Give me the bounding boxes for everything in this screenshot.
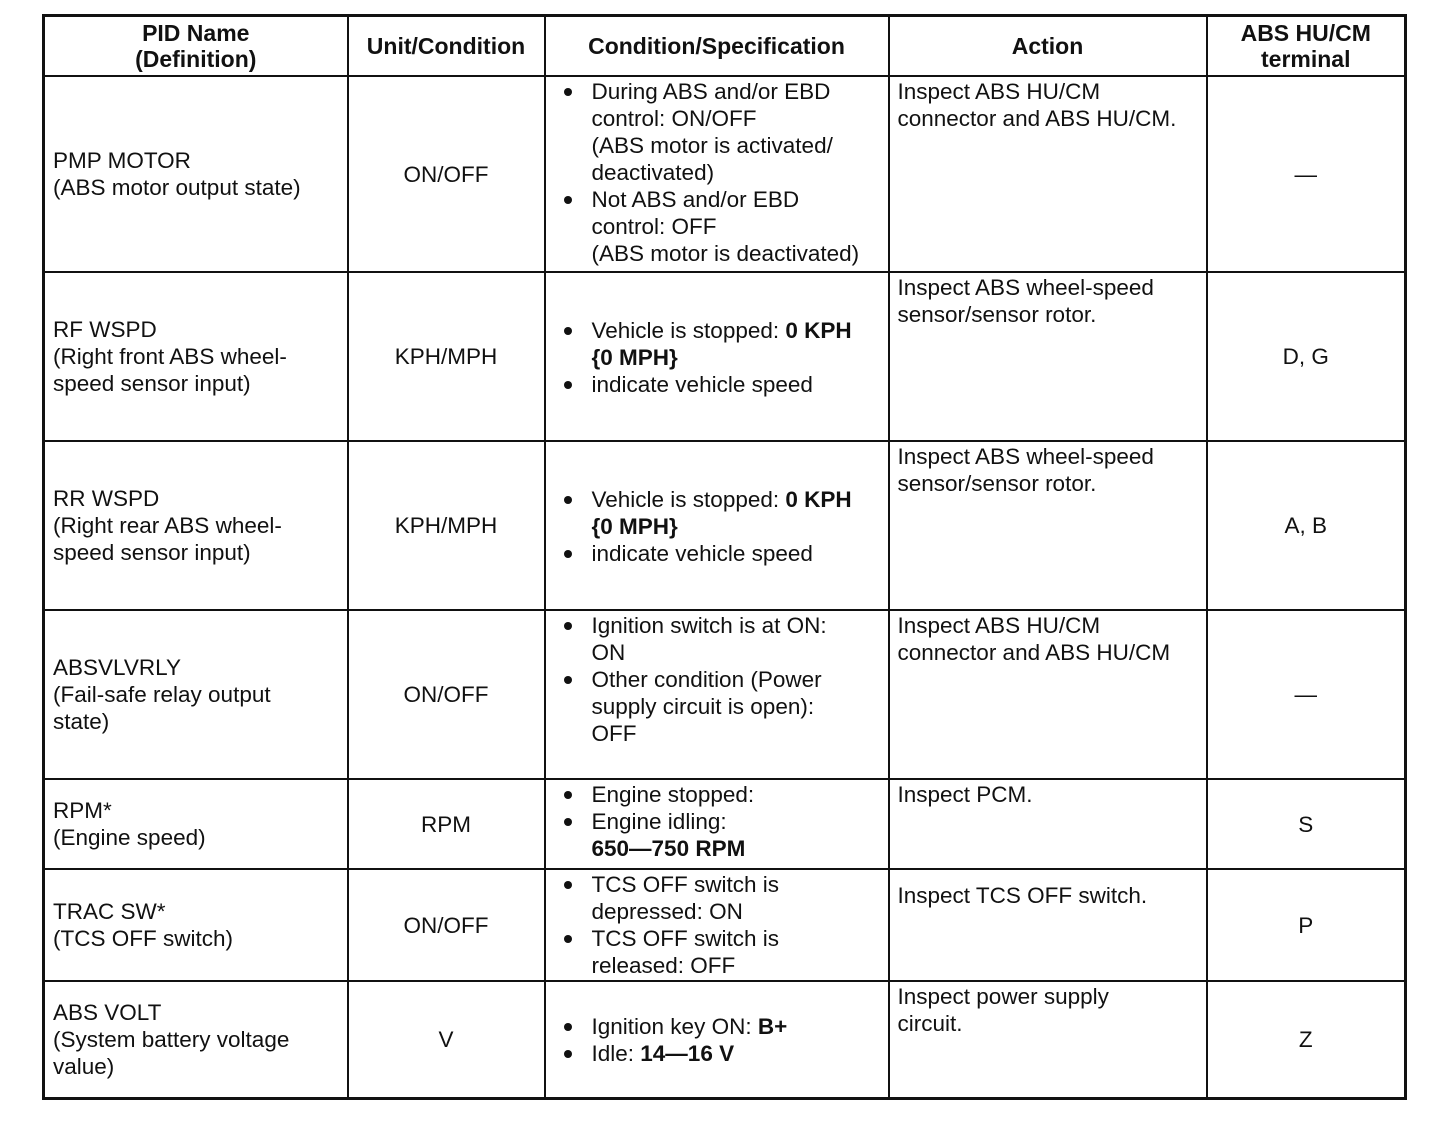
condition-line: released: OFF <box>591 953 736 978</box>
table-row <box>44 610 1406 779</box>
header-row <box>44 16 1406 77</box>
condition-item <box>558 925 882 979</box>
pid-definition: (ABS motor output state) <box>53 175 301 200</box>
action-cell <box>889 981 1207 1098</box>
condition-line: During ABS and/or EBD <box>591 79 831 104</box>
condition-text: Idle: <box>591 1040 641 1066</box>
condition-line: Not ABS and/or EBD <box>591 187 800 212</box>
unit-cell: V <box>348 981 545 1098</box>
condition-line: (ABS motor is deactivated) <box>591 241 860 266</box>
condition-value: 0 KPH <box>785 486 852 512</box>
action-line: Inspect PCM. <box>897 782 1033 807</box>
condition-text: Vehicle is stopped: <box>591 486 786 512</box>
pid-name-cell <box>44 981 348 1098</box>
header-pid-name <box>44 16 348 77</box>
condition-cell <box>545 272 889 441</box>
condition-text: indicate vehicle speed <box>591 540 813 566</box>
terminal-cell: P <box>1207 869 1406 981</box>
condition-line: TCS OFF switch is <box>591 926 780 951</box>
table-row <box>44 272 1406 441</box>
terminal-cell: Z <box>1207 981 1406 1098</box>
action-line: Inspect ABS HU/CM <box>897 613 1101 638</box>
action-cell <box>889 779 1207 869</box>
condition-cell <box>545 779 889 869</box>
header-terminal-line2: terminal <box>1261 46 1351 72</box>
condition-line: TCS OFF switch is <box>591 872 780 897</box>
condition-item <box>558 486 882 540</box>
condition-cell <box>545 610 889 779</box>
condition-line: OFF <box>591 721 637 746</box>
pid-name: TRAC SW* <box>53 899 166 924</box>
condition-line: depressed: ON <box>591 899 743 924</box>
pid-name-cell <box>44 869 348 981</box>
unit-cell: KPH/MPH <box>348 441 545 610</box>
condition-list <box>558 78 882 267</box>
condition-cell <box>545 869 889 981</box>
pid-definition: (TCS OFF switch) <box>53 926 233 951</box>
condition-line: control: ON/OFF <box>591 106 757 131</box>
condition-value: {0 MPH} <box>591 344 678 370</box>
condition-list <box>558 317 882 398</box>
condition-item <box>558 371 882 398</box>
pid-name: ABSVLVRLY <box>53 655 181 680</box>
pid-name: RPM* <box>53 798 112 823</box>
pid-name: RR WSPD <box>53 486 160 511</box>
condition-cell <box>545 76 889 272</box>
condition-item <box>558 540 882 567</box>
condition-list <box>558 612 882 747</box>
condition-item <box>558 186 882 267</box>
header-pid-name-text: PID Name <box>142 20 250 46</box>
table-row <box>44 441 1406 610</box>
condition-list <box>558 486 882 567</box>
unit-cell: ON/OFF <box>348 76 545 272</box>
action-cell <box>889 869 1207 981</box>
action-line: Inspect TCS OFF switch. <box>897 883 1148 908</box>
pid-name: RF WSPD <box>53 317 157 342</box>
condition-line: (ABS motor is activated/ <box>591 133 833 158</box>
pid-definition: state) <box>53 709 110 734</box>
condition-item <box>558 871 882 925</box>
table-row <box>44 779 1406 869</box>
pid-name: PMP MOTOR <box>53 148 191 173</box>
condition-line: Other condition (Power <box>591 667 822 692</box>
condition-line: ON <box>591 640 626 665</box>
table-row <box>44 981 1406 1098</box>
pid-name-cell <box>44 779 348 869</box>
condition-line: Ignition switch is at ON: <box>591 613 827 638</box>
pid-definition: (Right rear ABS wheel- <box>53 513 282 538</box>
pid-name-cell <box>44 272 348 441</box>
pid-name: ABS VOLT <box>53 999 162 1025</box>
unit-cell: ON/OFF <box>348 869 545 981</box>
terminal-cell: — <box>1207 610 1406 779</box>
condition-list <box>558 1013 882 1067</box>
action-line: circuit. <box>897 1011 963 1036</box>
condition-list <box>558 781 882 862</box>
condition-value: 14—16 V <box>640 1040 735 1066</box>
condition-text: Ignition key ON: <box>591 1013 758 1039</box>
condition-item <box>558 808 882 862</box>
terminal-cell: D, G <box>1207 272 1406 441</box>
pid-definition: speed sensor input) <box>53 371 251 396</box>
header-terminal-line1: ABS HU/CM <box>1240 20 1371 46</box>
pid-definition: (Right front ABS wheel- <box>53 344 287 369</box>
terminal-cell: — <box>1207 76 1406 272</box>
header-terminal <box>1207 16 1406 77</box>
pid-name-cell <box>44 610 348 779</box>
action-line: Inspect ABS wheel-speed <box>897 444 1154 469</box>
condition-item <box>558 78 882 186</box>
pid-definition: value) <box>53 1053 115 1079</box>
condition-list <box>558 871 882 979</box>
condition-item <box>558 781 882 808</box>
condition-value: B+ <box>757 1013 788 1039</box>
unit-cell: RPM <box>348 779 545 869</box>
action-cell <box>889 272 1207 441</box>
action-cell <box>889 441 1207 610</box>
condition-text: Vehicle is stopped: <box>591 317 786 343</box>
header-condition: Condition/Specification <box>545 16 889 77</box>
action-line: Inspect ABS wheel-speed <box>897 275 1154 300</box>
unit-cell: KPH/MPH <box>348 272 545 441</box>
action-cell <box>889 76 1207 272</box>
condition-line: deactivated) <box>591 160 715 185</box>
terminal-cell: S <box>1207 779 1406 869</box>
condition-line: control: OFF <box>591 214 717 239</box>
action-cell <box>889 610 1207 779</box>
header-action: Action <box>889 16 1207 77</box>
table-row <box>44 869 1406 981</box>
header-unit: Unit/Condition <box>348 16 545 77</box>
table-row <box>44 76 1406 272</box>
condition-value: 650—750 RPM <box>591 836 746 861</box>
action-line: Inspect power supply <box>897 984 1109 1009</box>
action-line: connector and ABS HU/CM <box>897 640 1171 665</box>
pid-definition: (Fail-safe relay output <box>53 682 271 707</box>
terminal-cell: A, B <box>1207 441 1406 610</box>
condition-line: supply circuit is open): <box>591 694 815 719</box>
action-line: connector and ABS HU/CM. <box>897 106 1177 131</box>
action-line: Inspect ABS HU/CM <box>897 79 1101 104</box>
pid-definition: (System battery voltage <box>53 1026 290 1052</box>
pid-name-cell <box>44 76 348 272</box>
condition-text: indicate vehicle speed <box>591 371 813 397</box>
action-line: sensor/sensor rotor. <box>897 471 1097 496</box>
condition-item <box>558 612 882 666</box>
action-line: sensor/sensor rotor. <box>897 302 1097 327</box>
condition-text: Engine stopped: <box>591 782 755 807</box>
condition-cell <box>545 981 889 1098</box>
header-pid-definition-text: (Definition) <box>135 46 257 72</box>
condition-item <box>558 1040 882 1067</box>
condition-line: Engine idling: <box>591 809 727 834</box>
condition-item <box>558 317 882 371</box>
unit-cell: ON/OFF <box>348 610 545 779</box>
condition-item <box>558 666 882 747</box>
pid-table <box>42 14 1407 1100</box>
pid-definition: (Engine speed) <box>53 825 206 850</box>
condition-item <box>558 1013 882 1040</box>
pid-name-cell <box>44 441 348 610</box>
condition-value: 0 KPH <box>785 317 852 343</box>
condition-value: {0 MPH} <box>591 513 678 539</box>
condition-cell <box>545 441 889 610</box>
pid-definition: speed sensor input) <box>53 540 251 565</box>
